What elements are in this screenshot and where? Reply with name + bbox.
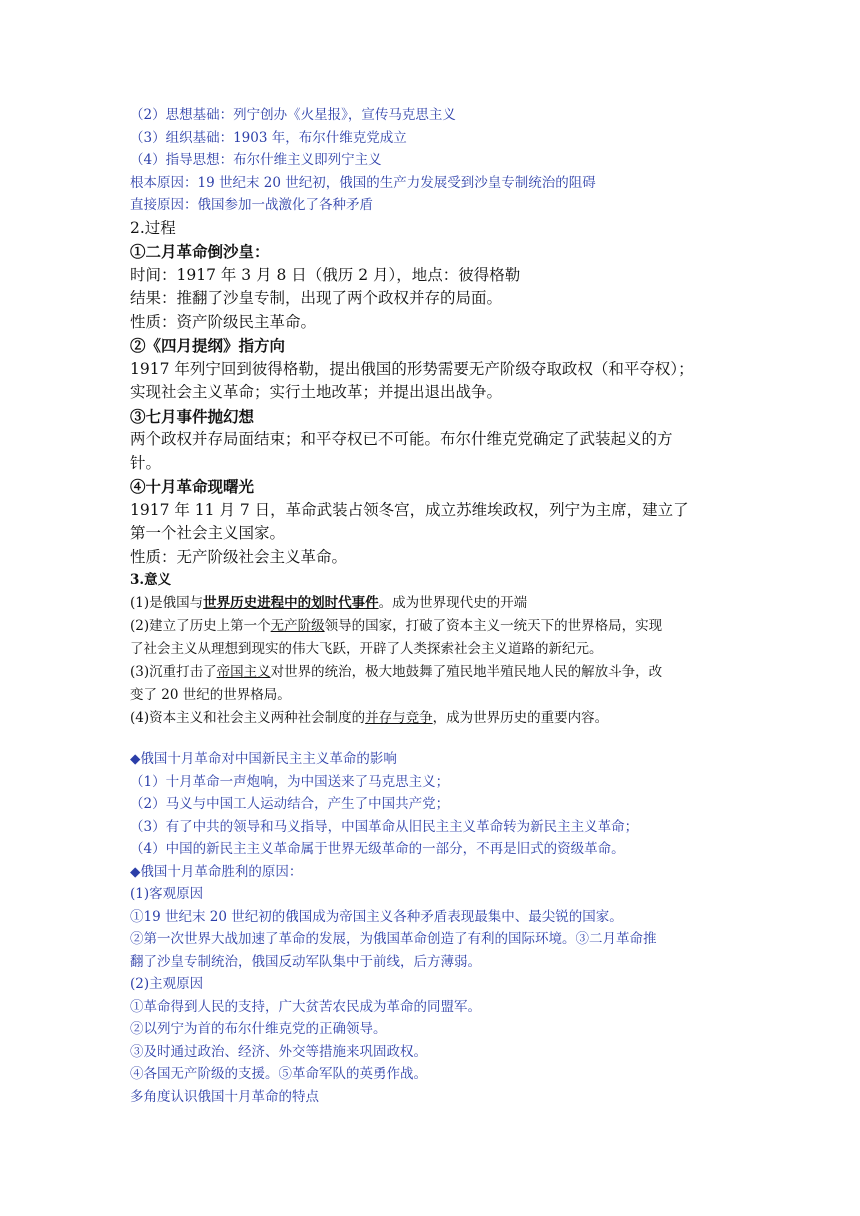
- influence-4: （4）中国的新民主主义革命属于世界无级革命的一部分，不再是旧式的资级革命。: [130, 841, 625, 857]
- significance-3-line-2: 变了 20 世纪的世界格局。: [130, 687, 291, 703]
- direct-cause: 直接原因：俄国参加一战激化了各种矛盾: [130, 197, 373, 213]
- reasons-title: ◆俄国十月革命胜利的原因：: [130, 863, 303, 880]
- features-line: 多角度认识俄国十月革命的特点: [130, 1088, 319, 1105]
- october-line-2: 第一个社会主义国家。: [130, 524, 286, 542]
- influence-3: （3）有了中共的领导和马义指导，中国革命从旧民主主义革命转为新民主主义革命；: [130, 818, 639, 835]
- objective-2-line-2: 翻了沙皇专制统治，俄国反动军队集中于前线，后方薄弱。: [130, 953, 481, 970]
- significance-2-line-2: 了社会主义从理想到现实的伟大飞跃，开辟了人类探索社会主义道路的新纪元。: [130, 641, 603, 657]
- july-title: ③七月事件抛幻想: [130, 406, 255, 426]
- subjective-3: ③及时通过政治、经济、外交等措施来巩固政权。: [130, 1043, 427, 1060]
- objective-2-line-1: ②第一次世界大战加速了革命的发展，为俄国革命创造了有利的国际环境。③二月革命推: [130, 931, 657, 947]
- sig4-underline: 并存与竞争: [365, 710, 433, 726]
- february-time: 时间：1917 年 3 月 8 日（俄历 2 月），地点：彼得格勒: [130, 265, 521, 284]
- significance-1: [130, 592, 734, 615]
- april-line-2: 实现社会主义革命；实行土地改革；并提出退出战争。: [130, 383, 503, 401]
- october-title: ④十月革命现曙光: [130, 477, 255, 496]
- sig4-c: ，成为世界历史的重要内容。: [432, 710, 609, 726]
- process-heading: 2.过程: [130, 218, 176, 237]
- sig1-c: 。成为世界现代史的开端: [378, 595, 528, 611]
- february-result: 结果：推翻了沙皇专制，出现了两个政权并存的局面。: [130, 289, 503, 307]
- root-cause: 根本原因：19 世纪末 20 世纪初，俄国的生产力发展受到沙皇专制统治的阻碍: [130, 174, 596, 191]
- february-title: ①二月革命倒沙皇：: [130, 242, 270, 261]
- objective-1: ①19 世纪末 20 世纪初的俄国成为帝国主义各种矛盾表现最集中、最尖锐的国家。: [130, 908, 623, 925]
- october-line-1: 1917 年 11 月 7 日，革命武装占领冬宫，成立苏维埃政权，列宁为主席，建立了: [130, 500, 689, 519]
- influence-title: ◆俄国十月革命对中国新民主主义革命的影响: [130, 751, 397, 767]
- subjective-4: ④各国无产阶级的支援。⑤革命军队的英勇作战。: [130, 1066, 427, 1082]
- sig1-underline: 世界历史进程中的划时代事件: [203, 595, 379, 611]
- april-title: ②《四月提纲》指方向: [130, 336, 286, 355]
- sig2-a: (2)建立了历史上第一个: [130, 618, 271, 634]
- february-nature: 性质：资产阶级民主革命。: [130, 312, 317, 331]
- sig2-underline: 无产阶级: [270, 618, 325, 634]
- significance-2: [130, 615, 734, 638]
- influence-2: （2）马义与中国工人运动结合，产生了中国共产党；: [130, 796, 450, 812]
- sig3-underline: 帝国主义: [216, 664, 271, 680]
- sig2-c: 领导的国家，打破了资本主义一统天下的世界格局，实现: [324, 618, 663, 634]
- significance-4: [130, 707, 734, 730]
- subjective-2: ②以列宁为首的布尔什维克党的正确领导。: [130, 1021, 387, 1037]
- document-page: [130, 104, 734, 1108]
- sig3-c: 对世界的统治，极大地鼓舞了殖民地半殖民地人民的解放斗争，改: [270, 664, 663, 680]
- subjective-1: ①革命得到人民的支持，广大贫苦农民成为革命的同盟军。: [130, 998, 481, 1015]
- blank-line: [130, 730, 734, 748]
- july-line-1: 两个政权并存局面结束；和平夺权已不可能。布尔什维克党确定了武装起义的方: [130, 430, 673, 448]
- influence-1: （1）十月革命一声炮响，为中国送来了马克思主义；: [130, 773, 450, 790]
- significance-heading: 3.意义: [130, 572, 172, 588]
- cause-organization: （3）组织基础：1903 年，布尔什维克党成立: [130, 129, 407, 146]
- sig4-a: (4)资本主义和社会主义两种社会制度的: [130, 710, 366, 726]
- april-line-1: 1917 年列宁回到彼得格勒，提出俄国的形势需要无产阶级夺取政权（和平夺权）；: [130, 359, 694, 378]
- sig3-a: (3)沉重打击了: [130, 664, 217, 680]
- july-line-2: 针。: [130, 453, 162, 472]
- significance-3: [130, 661, 734, 684]
- october-nature: 性质：无产阶级社会主义革命。: [130, 547, 348, 566]
- cause-guiding-thought: （4）指导思想：布尔什维主义即列宁主义: [130, 152, 382, 168]
- sig1-a: (1)是俄国与: [130, 595, 204, 611]
- cause-ideology: （2）思想基础：列宁创办《火星报》，宣传马克思主义: [130, 107, 456, 123]
- subjective-title: (2)主观原因: [130, 976, 204, 992]
- objective-title: (1)客观原因: [130, 886, 204, 902]
